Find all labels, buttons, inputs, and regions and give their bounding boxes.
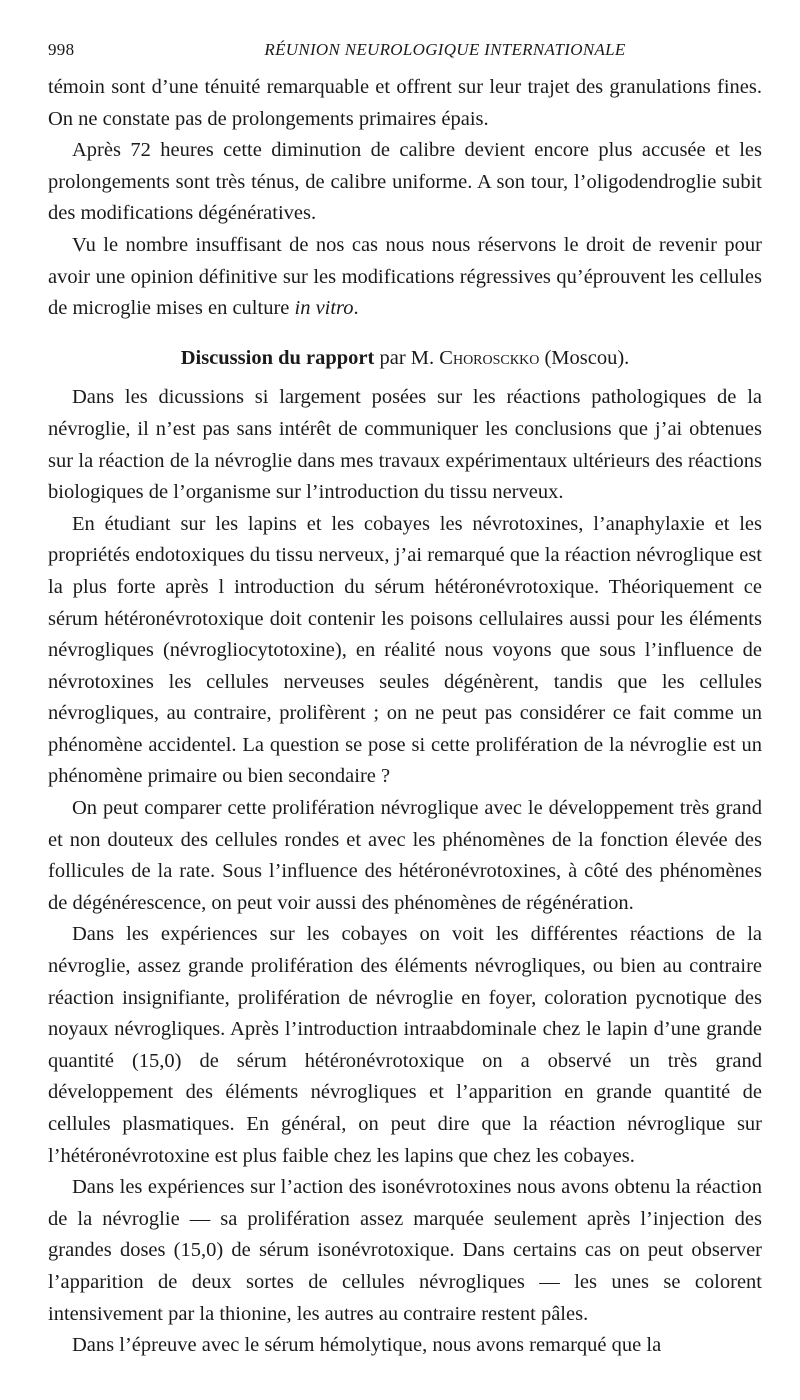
section-author: Choroscкko <box>439 346 540 369</box>
paragraph: Dans les dicussions si largement posées sur les réactions pathologiques de la névroglie, il n’est pas sans intérêt de communiquer les conclusions que j’ai obtenues sur la réaction de la névroglie dans mes travaux expérimentaux ultérieurs des réactions biologiques de l’organisme sur l’introduction du tissu nerveux. <box>48 386 762 504</box>
italic-term: in vitro <box>294 297 354 320</box>
paragraph <box>48 230 762 325</box>
section-title: Discussion du rapport <box>180 346 375 369</box>
paragraph: Dans l’épreuve avec le sérum hémolytique, nous avons remarqué que la <box>72 1334 662 1357</box>
running-title: RÉUNION NEUROLOGIQUE INTERNATIONALE <box>264 40 626 59</box>
section-by: par M. <box>379 346 435 369</box>
paragraph: En étudiant sur les lapins et les cobayes les névrotoxines, l’anaphylaxie et les propriétés endotoxiques du tissu nerveux, j’ai remarqué que la réaction névroglique est la plus forte après l introduction du sérum hétéronévrotoxique. Théoriquement ce sérum hétéronévrotoxique doit contenir les poisons cellulaires aussi pour les éléments névrogliques (névrogliocytotoxine), en réalité nous voyons que sous l’influence de névrotoxines les cellules nerveuses seules dégénèrent, tandis que les cellules névrogliques, au contraire, prolifèrent ; on ne peut pas considérer ce fait comme un phénomène accidentel. La question se pose si cette prolifération de la névroglie est un phénomène primaire ou bien secondaire ? <box>48 512 762 788</box>
page-number: 998 <box>48 40 75 59</box>
paragraph-text: Vu le nombre insuffisant de nos cas nous nous réservons le droit de revenir pour avoir une opinion définitive sur les modifications régressives qu’éprouvent les cellules de microglie mises en culture <box>48 233 762 320</box>
paragraph: témoin sont d’une ténuité remarquable et offrent sur leur trajet des granulations fines. On ne constate pas de prolongements primaires épais. <box>48 76 762 130</box>
paragraph: Dans les expériences sur l’action des isonévrotoxines nous avons obtenu la réaction de la névroglie — sa prolifération assez marquée seulement après l’injection des grandes doses (15,0) de sérum isonévrotoxique. Dans certains cas on peut observer l’apparition de deux sortes de cellules névrogliques — les unes se colorent intensivement par la thionine, les autres au contraire restent pâles. <box>48 1176 762 1325</box>
body-text <box>48 72 762 1362</box>
running-header <box>48 40 762 70</box>
section-heading <box>48 343 762 375</box>
paragraph: Dans les expériences sur les cobayes on voit les différentes réactions de la névroglie, assez grande prolifération des éléments névrogliques, ou bien au contraire réaction insignifiante, prolifération de névroglie en foyer, coloration pycnotique des noyaux névrogliques. Après l’introduction intraabdominale chez le lapin d’une grande quantité (15,0) de sérum hétéronévrotoxique on a observé un très grand développement des éléments névrogliques et l’apparition en grande quantité de cellules plasmatiques. En général, on peut dire que la réaction névroglique sur l’hétéronévrotoxine est plus faible chez les lapins que chez les cobayes. <box>48 923 762 1167</box>
section-affiliation: (Moscou). <box>544 346 630 369</box>
paragraph-end: . <box>353 297 359 320</box>
paragraph: Après 72 heures cette diminution de calibre devient encore plus accusée et les prolongements sont très ténus, de calibre uniforme. A son tour, l’oligodendroglie subit des modifications dégénératives. <box>48 139 762 225</box>
paragraph: On peut comparer cette prolifération névroglique avec le développement très grand et non douteux des cellules rondes et avec les phénomènes de la fonction élevée des follicules de la rate. Sous l’influence des hétéronévrotoxines, à côté des phénomènes de dégénérescence, on peut voir aussi des phénomènes de régénération. <box>48 797 762 914</box>
